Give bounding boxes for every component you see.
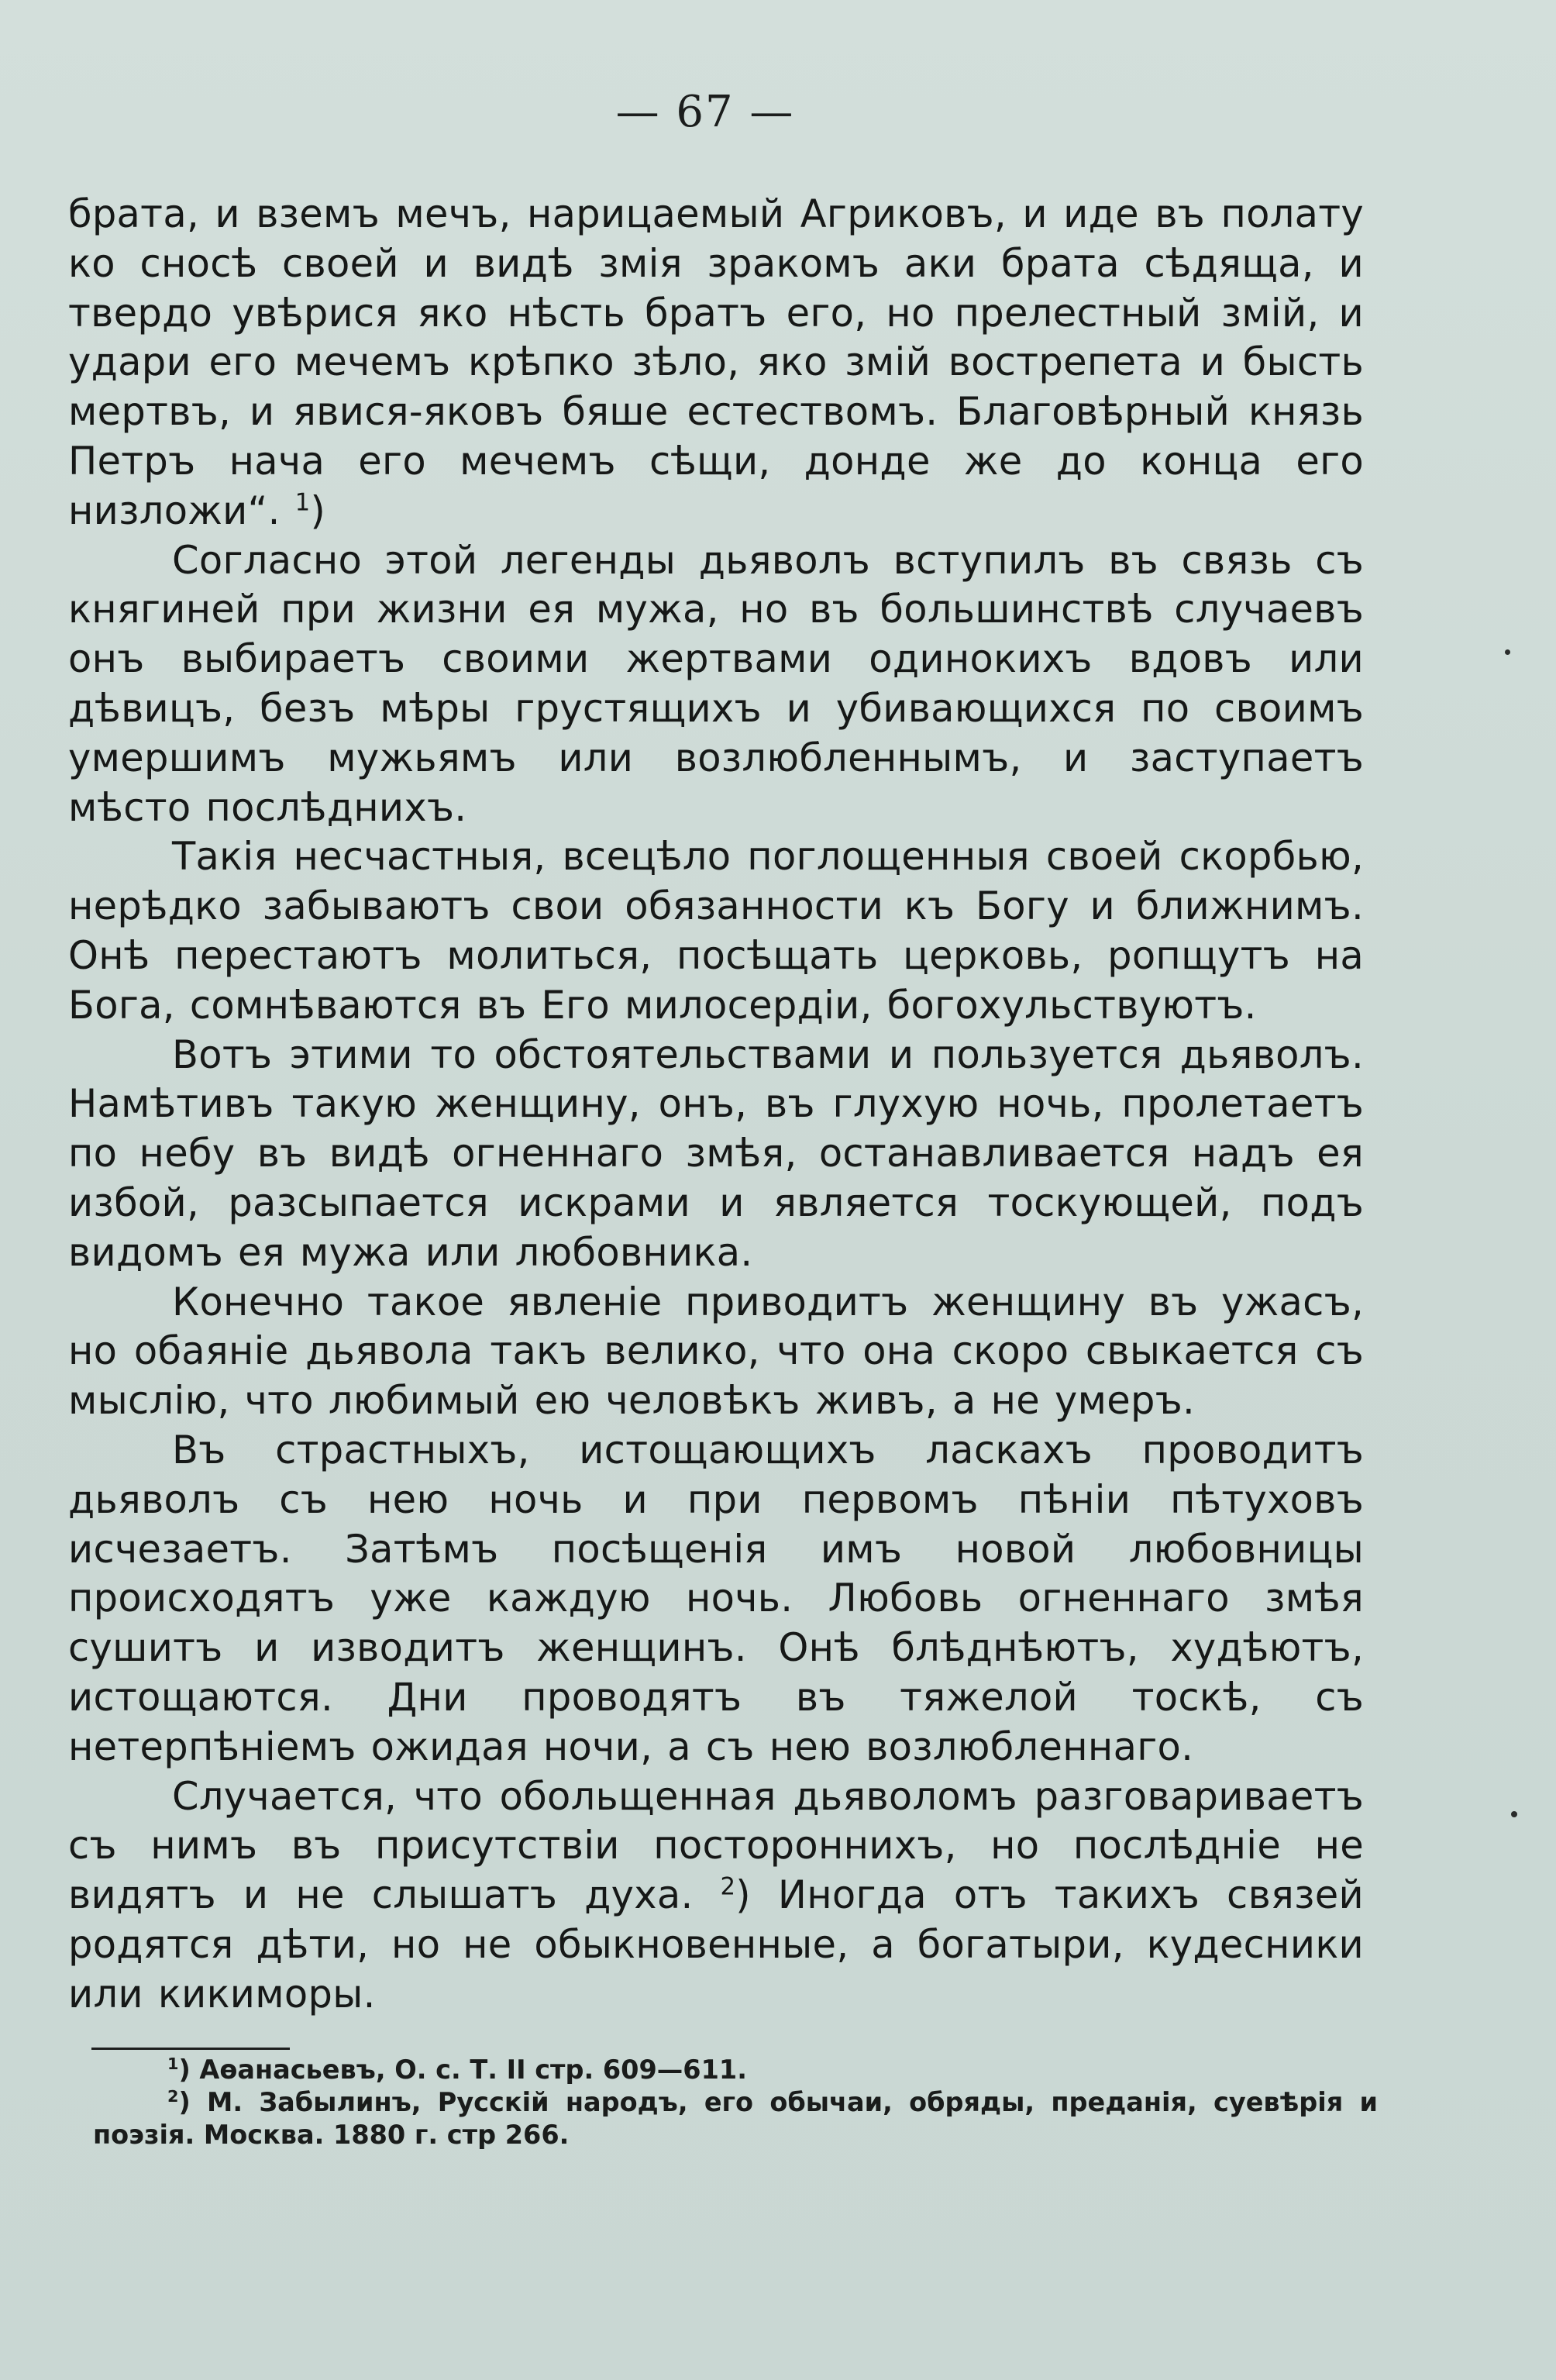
paper-speck	[1505, 649, 1510, 655]
footnote-2: $^2$) М. Забылинъ, Русскій народъ, его обычаи, обряды, преданія, суевѣрія и поэзія. Москва. 1880 г. стр 266.	[93, 2086, 1378, 2150]
footnotes	[93, 2054, 1378, 2151]
paper-speck	[1511, 1811, 1517, 1817]
paragraph-4: Вотъ этими то обстоятельствами и пользуется дьяволъ. Намѣтивъ такую женщину, онъ, въ глухую ночь, пролетаетъ по небу въ видѣ огненнаго змѣя, останавливается надъ ея избой, разсыпается искрами и является тоскующей, подъ видомъ ея мужа или любовника.	[68, 1032, 1364, 1275]
paragraph-1: брата, и вземъ мечъ, нарицаемый Агриковъ, и иде въ полату ко сносѣ своей и видѣ змія зракомъ аки брата сѣдяща, и твердо увѣрися яко нѣсть братъ его, но прелестный змій, и удари его мечемъ крѣпко зѣло, яко змій вострепета и бысть мертвъ, и явися-яковъ бяше естествомъ. Благовѣрный князь Петръ нача его мечемъ сѣщи, донде же до конца его низложи“. $^1$)	[68, 191, 1364, 533]
paragraph-7: Случается, что обольщенная дьяволомъ разговариваетъ съ нимъ въ присутствіи постороннихъ, но послѣдніе не видятъ и не слышатъ духа. $^2$) Иногда отъ такихъ связей родятся дѣти, но не обыкновенные, а богатыри, кудесники или кикиморы.	[68, 1773, 1364, 2017]
page-number: — 67 —	[615, 87, 795, 137]
footnote-marker-1: 1	[167, 2054, 179, 2073]
paragraph-2: Согласно этой легенды дьяволъ вступилъ въ связь съ княгиней при жизни ея мужа, но въ большинствѣ случаевъ онъ выбираетъ своими жертвами одинокихъ вдовъ или дѣвицъ, безъ мѣры грустящихъ и убивающихся по своимъ умершимъ мужьямъ или возлюбленнымъ, и заступаетъ мѣсто послѣднихъ.	[68, 537, 1364, 830]
footnote-ref-2[interactable]: 2	[720, 1873, 736, 1901]
paragraph-6: Въ страстныхъ, истощающихъ ласкахъ проводитъ дьяволъ съ нею ночь и при первомъ пѣніи пѣтуховъ исчезаетъ. Затѣмъ посѣщенія имъ новой любовницы происходятъ уже каждую ночь. Любовь огненнаго змѣя сушитъ и изводитъ женщинъ. Онѣ блѣднѣютъ, худѣютъ, истощаются. Дни проводятъ въ тяжелой тоскѣ, съ нетерпѣніемъ ожидая ночи, а съ нею возлюбленнаго.	[68, 1427, 1364, 1769]
footnote-divider	[91, 2048, 290, 2050]
footnote-marker-2: 2	[167, 2086, 179, 2106]
paragraph-5: Конечно такое явленіе приводитъ женщину въ ужасъ, но обаяніе дьявола такъ велико, что она скоро свыкается съ мыслію, что любимый ею человѣкъ живъ, а не умеръ.	[68, 1279, 1364, 1424]
main-text	[68, 190, 1364, 2019]
footnote-1: $^1$) Аѳанасьевъ, О. с. Т. II стр. 609—611.	[167, 2054, 747, 2085]
paragraph-3: Такія несчастныя, всецѣло поглощенныя своей скорбью, нерѣдко забываютъ свои обязанности къ Богу и ближнимъ. Онѣ перестаютъ молиться, посѣщать церковь, ропщутъ на Бога, сомнѣваются въ Его милосердіи, богохульствуютъ.	[68, 834, 1364, 1028]
footnote-ref-1[interactable]: 1	[294, 489, 311, 517]
